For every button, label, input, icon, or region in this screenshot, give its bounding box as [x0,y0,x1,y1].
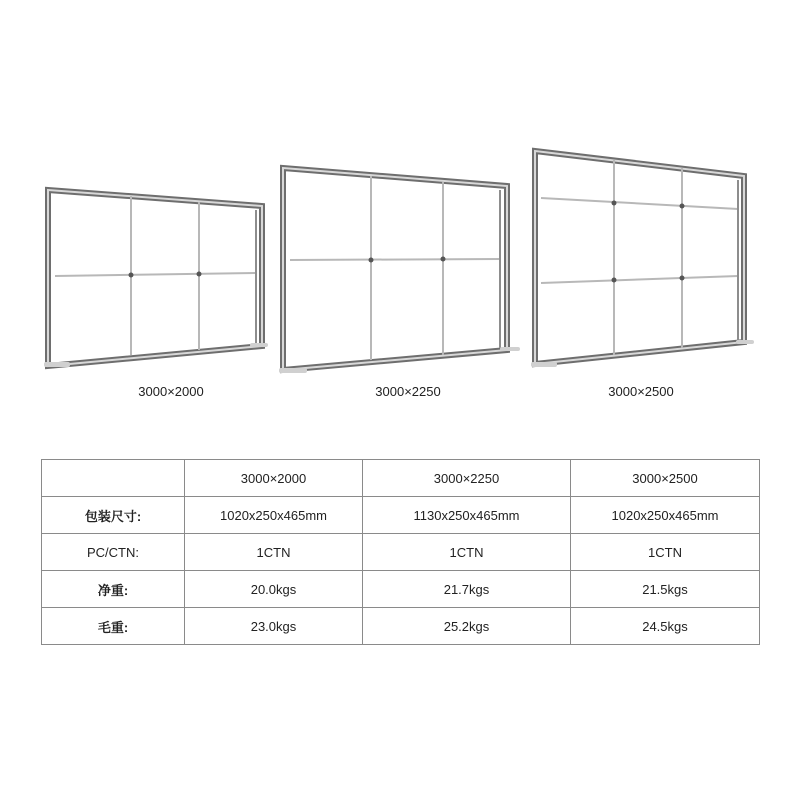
table-cell: 21.5kgs [571,571,760,608]
table-cell: 25.2kgs [363,608,571,645]
table-header-row [42,460,760,497]
table-row-package-size [42,497,760,534]
frame-caption-3: 3000×2500 [608,384,674,399]
spec-table [41,459,760,645]
row-label: 包装尺寸: [42,497,185,534]
table-header-cell: 3000×2500 [571,460,760,497]
frame-caption-1: 3000×2000 [138,384,204,399]
table-cell: 1CTN [363,534,571,571]
frame-3000x2500 [531,151,754,367]
frame-3000x2250 [279,168,520,373]
table-cell: 21.7kgs [363,571,571,608]
table-header-cell-empty [42,460,185,497]
frame-3000x2000 [44,190,268,367]
table-cell: 1020x250x465mm [185,497,363,534]
row-label: 毛重: [42,608,185,645]
table-cell: 1CTN [185,534,363,571]
table-cell: 1020x250x465mm [571,497,760,534]
table-row-gross-weight [42,608,760,645]
table-cell: 1130x250x465mm [363,497,571,534]
table-cell: 24.5kgs [571,608,760,645]
frame-caption-2: 3000×2250 [375,384,441,399]
table-header-cell: 3000×2250 [363,460,571,497]
table-row-pc-ctn [42,534,760,571]
table-header-cell: 3000×2000 [185,460,363,497]
table-cell: 23.0kgs [185,608,363,645]
table-row-net-weight [42,571,760,608]
row-label: PC/CTN: [42,534,185,571]
table-cell: 20.0kgs [185,571,363,608]
table-cell: 1CTN [571,534,760,571]
row-label: 净重: [42,571,185,608]
